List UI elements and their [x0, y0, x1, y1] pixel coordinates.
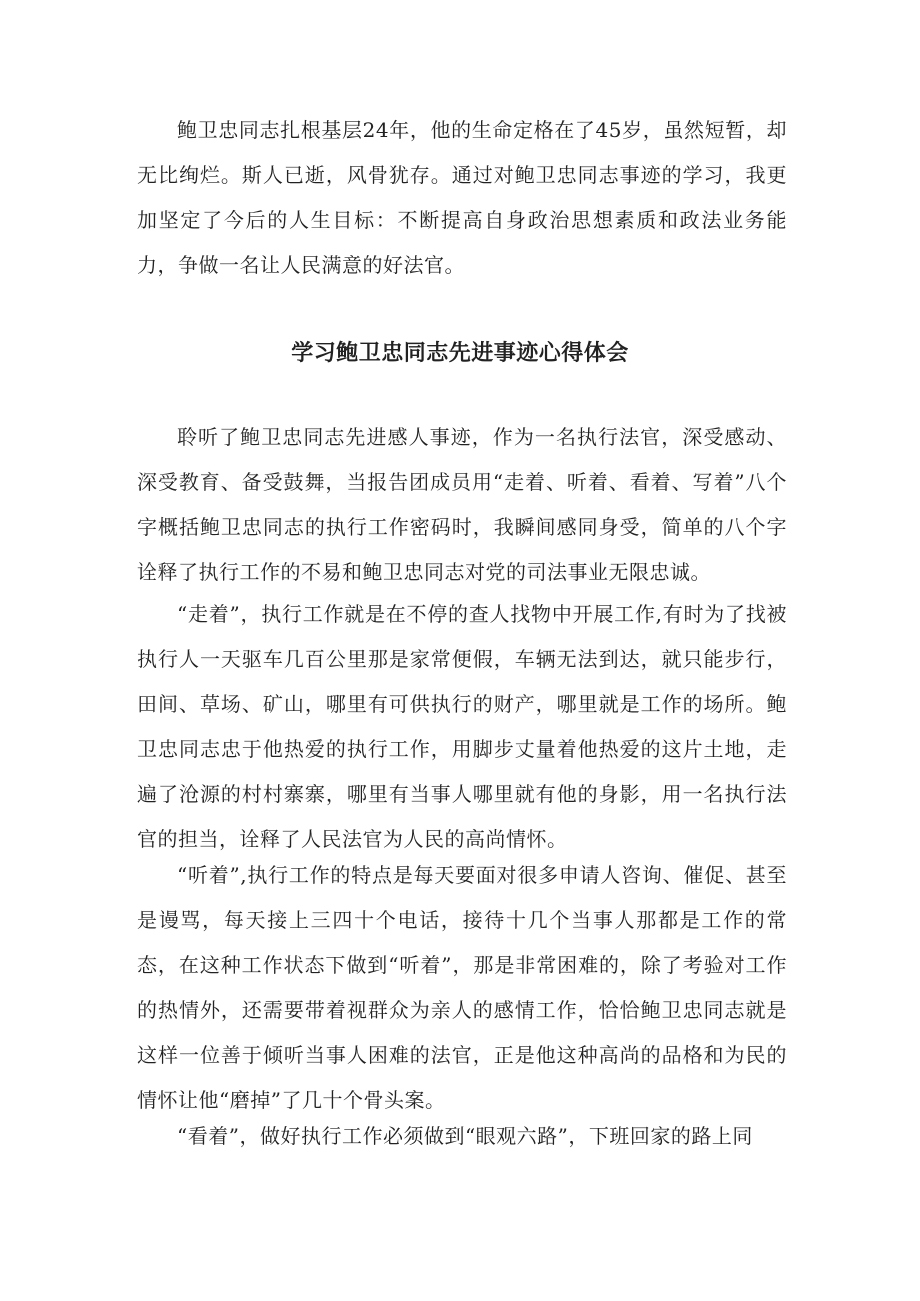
- paragraph-3: “听着”,执行工作的特点是每天要面对很多申请人咨询、催促、甚至是谩骂，每天接上三四十个电话，接待十几个当事人那都是工作的常态，在这种工作状态下做到“听着”，那是非常困难的，除了考验对工作的热情外，还需要带着视群众为亲人的感情工作，恰恰鲍卫忠同志就是这样一位善于倾听当事人困难的法官，正是他这种高尚的品格和为民的情怀让他“磨掉”了几十个骨头案。: [137, 863, 787, 1112]
- paragraph-1: 聆听了鲍卫忠同志先进感人事迹，作为一名执行法官，深受感动、深受教育、备受鼓舞，当报告团成员用“走着、听着、看着、写着”八个字概括鲍卫忠同志的执行工作密码时，我瞬间感同身受，简单的八个字诠释了执行工作的不易和鲍卫忠同志对党的司法事业无限忠诚。: [137, 425, 787, 584]
- paragraph-2: “走着”，执行工作就是在不停的查人找物中开展工作,有时为了找被执行人一天驱车几百公里那是家常便假，车辆无法到达，就只能步行，田间、草场、矿山，哪里有可供执行的财产，哪里就是工作的场所。鲍卫忠同志忠于他热爱的执行工作，用脚步丈量着他热爱的这片土地，走遍了沧源的村村寨寨，哪里有当事人哪里就有他的身影，用一名执行法官的担当，诠释了人民法官为人民的高尚情怀。: [137, 602, 787, 851]
- paragraph-4: “看着”，做好执行工作必须做到“眼观六路”，下班回家的路上同: [177, 1124, 753, 1148]
- page-title: 学习鲍卫忠同志先进事迹心得体会: [291, 341, 629, 366]
- paragraph-intro: 鲍卫忠同志扎根基层24年，他的生命定格在了45岁，虽然短暂，却无比绚烂。斯人已逝，风骨犹存。通过对鲍卫忠同志事迹的学习，我更加坚定了今后的人生目标：不断提高自身政治思想素质和政法业务能力，争做一名让人民满意的好法官。: [137, 118, 787, 277]
